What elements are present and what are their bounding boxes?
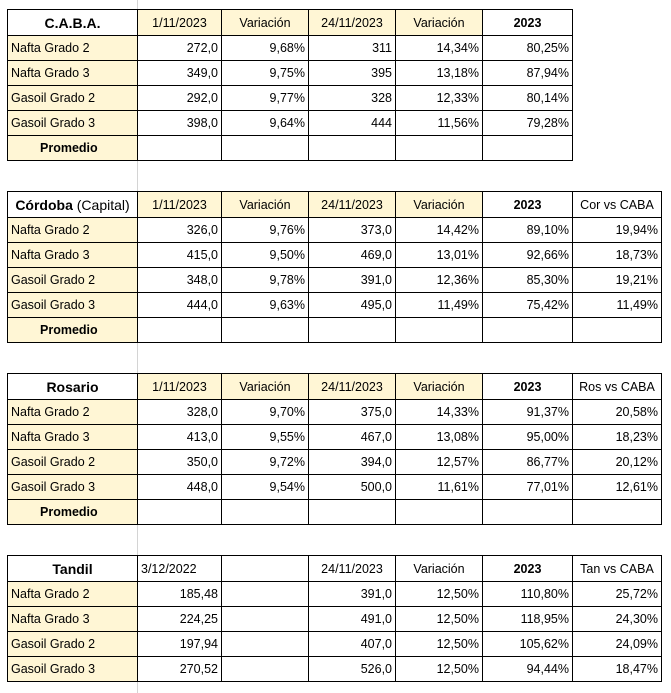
header-cell-year[interactable]: 2023	[483, 374, 573, 400]
table-row	[8, 607, 662, 632]
cell[interactable]: 9,70%	[222, 400, 309, 425]
header-cell[interactable]: Variación	[222, 10, 309, 36]
header-cell-year[interactable]: 2023	[483, 10, 573, 36]
cell[interactable]: 12,50%	[396, 607, 483, 632]
cell[interactable]	[483, 500, 573, 525]
cell[interactable]	[222, 657, 309, 682]
row-label[interactable]: Nafta Grado 3	[8, 425, 138, 450]
header-cell[interactable]: Variación	[396, 556, 483, 582]
cell[interactable]: 11,56%	[396, 111, 483, 136]
cell[interactable]: 12,36%	[396, 268, 483, 293]
table-tandil	[7, 555, 662, 682]
table-caba	[7, 9, 573, 161]
cell[interactable]: 85,30%	[483, 268, 573, 293]
cell[interactable]: 95,00%	[483, 425, 573, 450]
cell[interactable]: 110,80%	[483, 582, 573, 607]
row-label[interactable]: Nafta Grado 3	[8, 607, 138, 632]
header-cell-compare[interactable]: Ros vs CABA	[573, 374, 662, 400]
cell[interactable]: 13,08%	[396, 425, 483, 450]
table-header-row	[8, 10, 573, 36]
table-row	[8, 293, 662, 318]
table-row	[8, 111, 573, 136]
cell[interactable]: 12,33%	[396, 86, 483, 111]
table-header-row	[8, 192, 662, 218]
header-cell[interactable]	[222, 556, 309, 582]
header-cell[interactable]: 1/11/2023	[138, 192, 222, 218]
header-cell[interactable]: 24/11/2023	[309, 374, 396, 400]
cell[interactable]: 11,61%	[396, 475, 483, 500]
table-header-row	[8, 556, 662, 582]
table-row	[8, 243, 662, 268]
cell[interactable]	[138, 318, 222, 343]
cell[interactable]	[483, 136, 573, 161]
table-title[interactable]: Córdoba (Capital)	[8, 192, 138, 218]
cell[interactable]: 415,0	[138, 243, 222, 268]
table-title[interactable]: Rosario	[8, 374, 138, 400]
cell[interactable]	[222, 582, 309, 607]
header-cell-compare[interactable]: Tan vs CABA	[573, 556, 662, 582]
table-row	[8, 218, 662, 243]
cell[interactable]: 407,0	[309, 632, 396, 657]
cell[interactable]: 326,0	[138, 218, 222, 243]
cell[interactable]: 398,0	[138, 111, 222, 136]
cell[interactable]: 86,77%	[483, 450, 573, 475]
cell[interactable]	[573, 500, 662, 525]
cell[interactable]: 270,52	[138, 657, 222, 682]
cell[interactable]: 87,94%	[483, 61, 573, 86]
cell[interactable]: 25,72%	[573, 582, 662, 607]
header-cell[interactable]: Variación	[396, 374, 483, 400]
cell[interactable]: 444	[309, 111, 396, 136]
cell[interactable]: 20,12%	[573, 450, 662, 475]
header-cell[interactable]: Variación	[222, 374, 309, 400]
cell[interactable]: 80,14%	[483, 86, 573, 111]
cell[interactable]: 24,09%	[573, 632, 662, 657]
cell[interactable]: 491,0	[309, 607, 396, 632]
cell[interactable]: 444,0	[138, 293, 222, 318]
cell[interactable]: 375,0	[309, 400, 396, 425]
cell[interactable]	[396, 500, 483, 525]
cell[interactable]: 80,25%	[483, 36, 573, 61]
cell[interactable]: 12,57%	[396, 450, 483, 475]
header-cell[interactable]: 24/11/2023	[309, 192, 396, 218]
cell[interactable]: 9,72%	[222, 450, 309, 475]
cell[interactable]: 526,0	[309, 657, 396, 682]
row-label[interactable]: Gasoil Grado 2	[8, 450, 138, 475]
promedio-label[interactable]: Promedio	[8, 500, 138, 525]
cell[interactable]: 92,66%	[483, 243, 573, 268]
cell[interactable]	[222, 500, 309, 525]
cell[interactable]	[222, 318, 309, 343]
cell[interactable]: 18,73%	[573, 243, 662, 268]
cell[interactable]: 9,78%	[222, 268, 309, 293]
table-row	[8, 61, 573, 86]
cell[interactable]: 9,68%	[222, 36, 309, 61]
cell[interactable]	[222, 632, 309, 657]
cell[interactable]: 79,28%	[483, 111, 573, 136]
table-row	[8, 632, 662, 657]
cell[interactable]: 373,0	[309, 218, 396, 243]
cell[interactable]: 349,0	[138, 61, 222, 86]
table-title[interactable]: Tandil	[8, 556, 138, 582]
table-row	[8, 475, 662, 500]
cell[interactable]: 13,01%	[396, 243, 483, 268]
cell[interactable]: 18,47%	[573, 657, 662, 682]
table-header-row	[8, 374, 662, 400]
row-label[interactable]: Nafta Grado 2	[8, 400, 138, 425]
cell[interactable]: 495,0	[309, 293, 396, 318]
cell[interactable]: 395	[309, 61, 396, 86]
table-row	[8, 425, 662, 450]
cell[interactable]: 24,30%	[573, 607, 662, 632]
header-cell[interactable]: Variación	[396, 10, 483, 36]
table-footer-row	[8, 136, 573, 161]
cell[interactable]: 12,50%	[396, 582, 483, 607]
table-cordoba	[7, 191, 662, 343]
cell[interactable]: 12,50%	[396, 657, 483, 682]
row-label[interactable]: Gasoil Grado 2	[8, 86, 138, 111]
cell[interactable]: 391,0	[309, 268, 396, 293]
table-title[interactable]: C.A.B.A.	[8, 10, 138, 36]
table-footer-row	[8, 500, 662, 525]
cell[interactable]: 19,21%	[573, 268, 662, 293]
cell[interactable]: 9,64%	[222, 111, 309, 136]
promedio-label[interactable]: Promedio	[8, 136, 138, 161]
cell[interactable]	[138, 500, 222, 525]
row-label[interactable]: Nafta Grado 2	[8, 582, 138, 607]
cell[interactable]: 9,55%	[222, 425, 309, 450]
cell[interactable]: 11,49%	[573, 293, 662, 318]
cell[interactable]: 89,10%	[483, 218, 573, 243]
cell[interactable]: 292,0	[138, 86, 222, 111]
header-cell[interactable]: 24/11/2023	[309, 10, 396, 36]
table-row	[8, 36, 573, 61]
cell[interactable]	[138, 136, 222, 161]
cell[interactable]: 9,54%	[222, 475, 309, 500]
cell[interactable]	[573, 318, 662, 343]
table-row	[8, 268, 662, 293]
cell[interactable]	[309, 318, 396, 343]
header-cell-year[interactable]: 2023	[483, 192, 573, 218]
cell[interactable]: 20,58%	[573, 400, 662, 425]
header-cell-compare[interactable]: Cor vs CABA	[573, 192, 662, 218]
header-cell[interactable]: Variación	[222, 192, 309, 218]
cell[interactable]: 467,0	[309, 425, 396, 450]
cell[interactable]: 13,18%	[396, 61, 483, 86]
cell[interactable]: 14,33%	[396, 400, 483, 425]
cell[interactable]	[309, 136, 396, 161]
header-cell-year[interactable]: 2023	[483, 556, 573, 582]
cell[interactable]: 105,62%	[483, 632, 573, 657]
row-label[interactable]: Nafta Grado 2	[8, 218, 138, 243]
cell[interactable]	[483, 318, 573, 343]
cell[interactable]	[396, 318, 483, 343]
row-label[interactable]: Gasoil Grado 3	[8, 111, 138, 136]
cell[interactable]: 19,94%	[573, 218, 662, 243]
header-cell[interactable]: 1/11/2023	[138, 10, 222, 36]
row-label[interactable]: Gasoil Grado 3	[8, 293, 138, 318]
table-row	[8, 657, 662, 682]
cell[interactable]	[309, 500, 396, 525]
header-cell[interactable]: 1/11/2023	[138, 374, 222, 400]
cell[interactable]: 11,49%	[396, 293, 483, 318]
row-label[interactable]: Nafta Grado 3	[8, 61, 138, 86]
cell[interactable]: 9,75%	[222, 61, 309, 86]
table-subtitle: (Capital)	[76, 196, 130, 213]
cell[interactable]	[222, 136, 309, 161]
cell[interactable]: 328	[309, 86, 396, 111]
cell[interactable]: 91,37%	[483, 400, 573, 425]
cell[interactable]: 77,01%	[483, 475, 573, 500]
table-footer-row	[8, 318, 662, 343]
cell[interactable]: 394,0	[309, 450, 396, 475]
cell[interactable]: 185,48	[138, 582, 222, 607]
cell[interactable]: 348,0	[138, 268, 222, 293]
cell[interactable]: 469,0	[309, 243, 396, 268]
cell[interactable]: 14,34%	[396, 36, 483, 61]
cell[interactable]: 448,0	[138, 475, 222, 500]
cell[interactable]: 9,77%	[222, 86, 309, 111]
cell[interactable]: 9,63%	[222, 293, 309, 318]
cell[interactable]: 75,42%	[483, 293, 573, 318]
cell[interactable]: 500,0	[309, 475, 396, 500]
header-cell[interactable]: 3/12/2022	[138, 556, 222, 582]
cell[interactable]: 118,95%	[483, 607, 573, 632]
table-row	[8, 582, 662, 607]
table-row	[8, 450, 662, 475]
row-label[interactable]: Gasoil Grado 3	[8, 475, 138, 500]
cell[interactable]	[396, 136, 483, 161]
cell[interactable]: 328,0	[138, 400, 222, 425]
row-label[interactable]: Gasoil Grado 2	[8, 632, 138, 657]
header-cell[interactable]: 24/11/2023	[309, 556, 396, 582]
row-label[interactable]: Gasoil Grado 2	[8, 268, 138, 293]
cell[interactable]: 311	[309, 36, 396, 61]
cell[interactable]: 18,23%	[573, 425, 662, 450]
cell[interactable]: 350,0	[138, 450, 222, 475]
cell[interactable]: 12,50%	[396, 632, 483, 657]
header-cell[interactable]: Variación	[396, 192, 483, 218]
cell[interactable]: 94,44%	[483, 657, 573, 682]
row-label[interactable]: Gasoil Grado 3	[8, 657, 138, 682]
cell[interactable]	[222, 607, 309, 632]
cell[interactable]: 197,94	[138, 632, 222, 657]
cell[interactable]: 9,50%	[222, 243, 309, 268]
row-label[interactable]: Nafta Grado 3	[8, 243, 138, 268]
cell[interactable]: 413,0	[138, 425, 222, 450]
table-row	[8, 86, 573, 111]
table-row	[8, 400, 662, 425]
cell[interactable]: 272,0	[138, 36, 222, 61]
cell[interactable]: 14,42%	[396, 218, 483, 243]
cell[interactable]: 391,0	[309, 582, 396, 607]
table-rosario	[7, 373, 662, 525]
cell[interactable]: 12,61%	[573, 475, 662, 500]
cell[interactable]: 224,25	[138, 607, 222, 632]
promedio-label[interactable]: Promedio	[8, 318, 138, 343]
row-label[interactable]: Nafta Grado 2	[8, 36, 138, 61]
cell[interactable]: 9,76%	[222, 218, 309, 243]
